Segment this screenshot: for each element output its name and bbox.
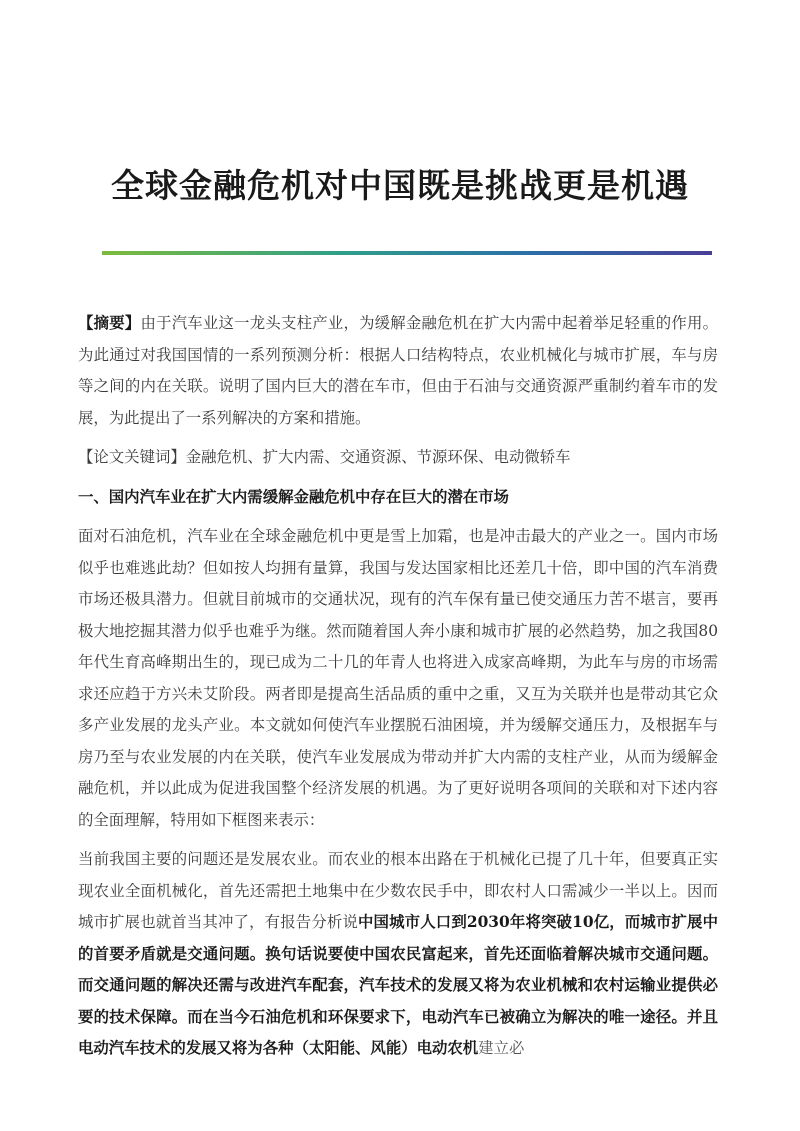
abstract-paragraph (78, 308, 718, 434)
paragraph-2-tail: 建立必 (478, 1039, 525, 1057)
keywords-text: 金融危机、扩大内需、交通资源、节源环保、电动微轿车 (185, 448, 571, 466)
paragraph-2-normal: 当前我国主要的问题还是发展农业。而农业的根本出路在于机械化已提了几十年，但要真正实现农业全面机械化，首先还需把土地集中在少数农民手中，即农村人口需减少一半以上。因而城市扩展也就首当其冲了，有报告分析说 (78, 850, 718, 931)
keywords-paragraph (78, 442, 718, 474)
abstract-text: 由于汽车业这一龙头支柱产业，为缓解金融危机在扩大内需中起着举足轻重的作用。为此通过对我国国情的一系列预测分析：根据人口结构特点，农业机械化与城市扩展，车与房等之间的内在关联。说明了国内巨大的潜在车市，但由于石油与交通资源严重制约着车市的发展，为此提出了一系列解决的方案和措施。 (78, 314, 718, 427)
paragraph-1: 面对石油危机，汽车业在全球金融危机中更是雪上加霜，也是冲击最大的产业之一。国内市场似乎也难逃此劫？但如按人均拥有量算，我国与发达国家相比还差几十倍，即中国的汽车消费市场还极具潜力。但就目前城市的交通状况，现有的汽车保有量已使交通压力苦不堪言，要再极大地挖掘其潜力似乎也难乎为继。然而随着国人奔小康和城市扩展的必然趋势，加之我国80年代生育高峰期出生的，现已成为二十几的年青人也将进入成家高峰期，为此车与房的市场需求还应趋于方兴未艾阶段。两者即是提高生活品质的重中之重，又互为关联并也是带动其它众多产业发展的龙头产业。本文就如何使汽车业摆脱石油困境，并为缓解交通压力，及根据车与房乃至与农业发展的内在关联，使汽车业发展成为带动并扩大内需的支柱产业，从而为缓解金融危机，并以此成为促进我国整个经济发展的机遇。为了更好说明各项间的关联和对下述内容的全面理解，特用如下框图来表示： (78, 527, 718, 829)
section1-heading: 一、国内汽车业在扩大内需缓解金融危机中存在巨大的潜在市场 (78, 487, 509, 506)
paragraph-2-bold: 中国城市人口到2030年将突破10亿，而城市扩展中的首要矛盾就是交通问题。换句话说要使中国农民富起来，首先还面临着解决城市交通问题。而交通问题的解决还需与改进汽车配套，汽车技术的发展又将为农业机械和农村运输业提供必要的技术保障。而在当今石油危机和环保要求下，电动汽车已被确立为解决的唯一途径。并且电动汽车技术的发展又将为各种（太阳能、风能）电动农机 (78, 913, 718, 1057)
document-title: 全球金融危机对中国既是挑战更是机遇 (111, 166, 689, 205)
paragraph-2 (78, 844, 718, 1065)
keywords-label: 【论文关键词】 (78, 448, 186, 466)
document-body (78, 308, 718, 1073)
title-divider (102, 251, 712, 255)
abstract-label: 【摘要】 (78, 314, 141, 332)
